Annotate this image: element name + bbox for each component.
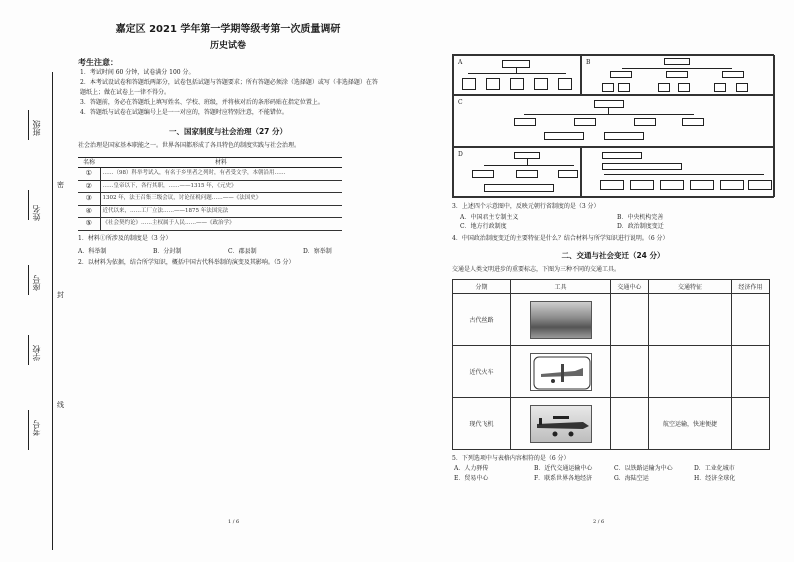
diagram-box [602,83,614,92]
notice-item: 2．本考试设试卷和答题纸两部分，试卷包括试题与答题要求；所有答题必须涂（选择题）或写（非选择题）在答题纸上；做在试卷上一律不得分。 [80,79,378,96]
diagram-label: C [458,99,463,106]
class-blank [28,110,29,140]
table-header: 交通特征 [648,280,731,294]
exam-title: 嘉定区 2021 学年第一学期等级考第一次质量调研 [115,24,341,35]
vehicle-photo [530,353,592,391]
diagram-box [462,78,476,90]
diagram-box [618,83,630,92]
diagram-box [558,170,578,178]
diagram-box [516,170,538,178]
diagram-box [484,184,554,192]
diagram-box [682,118,704,126]
diagram-box [748,180,772,190]
page-number: 2 / 6 [593,519,605,525]
diagram-label: B [586,59,591,66]
option: H．经济全球化 [694,475,736,482]
diagram-box [600,180,624,190]
row-index: ③ [78,193,100,206]
question-4: 4．中国政治制度变迁的主要特征是什么？结合材料与所学知识进行说明。（6 分） [452,235,669,242]
table-header: 材料 [100,158,342,168]
diagram-box [720,180,744,190]
row-text: 1302 年，法王召集三级会议，讨论征税问题……——《法国史》 [100,193,342,206]
diagram-box [634,118,656,126]
vehicle-illustration [531,354,592,391]
diagram-label: D [458,151,463,158]
row-index: ① [78,168,100,181]
right-page [452,54,774,484]
diagram-box [514,152,540,159]
option: C．地方行政制度 [460,223,507,230]
row-index: ⑤ [78,218,100,231]
diagram-box [664,58,690,65]
answer-cell [611,346,649,398]
left-page [78,20,378,268]
diagram-connector [622,68,732,69]
section-heading: 一、国家制度与社会治理（27 分） [168,127,288,136]
answer-cell [732,398,770,450]
table-row [453,398,770,450]
school-label: 学校 [32,345,41,361]
seal-mark: 线 [57,401,64,409]
diagram-box [610,71,632,78]
section-intro: 交通是人类文明进步的重要标志，下图为三种不同的交通工具。 [452,266,621,273]
option: G．海陆空运 [614,475,649,482]
diagram-connector [468,73,566,74]
option: D．政治制度变迁 [617,223,664,230]
period-cell: 古代丝路 [453,294,511,346]
question-1: 1．材料①所涉及的制度是（3 分） [78,234,172,242]
binding-margin [0,0,62,562]
table-header: 名称 [78,158,100,168]
airplane-photo [530,405,592,443]
period-cell: 现代飞机 [453,398,511,450]
table-header: 经济作用 [732,280,770,294]
option: D．工业化城市 [694,465,735,472]
answer-cell [732,294,770,346]
table-row [78,180,342,193]
row-text: ……（98）科举考试入，有名于乡里者之列时，有者受文学，本朝沿用…… [100,168,342,181]
diagram-box [690,180,714,190]
option: A．科举制 [78,247,107,255]
diagram-connector [604,174,764,175]
question-2: 2．以材料为依据，结合所学知识，概括中国古代科举制的演变及其影响。（5 分） [78,258,295,266]
seal-mark: 密 [57,181,64,189]
period-cell: 近代火车 [453,346,511,398]
diagram-d [453,147,581,197]
exam-number-label: 考号 [32,420,41,436]
notice-item: 3．答题前，务必在答题纸上填写姓名、学校、班级，并将核对后的条形码贴在指定位置上。 [80,99,324,106]
answer-cell [611,398,649,450]
diagram-box [630,180,654,190]
school-blank [28,335,29,365]
diagram-box [574,118,596,126]
diagram-box [666,71,688,78]
diagram-c [453,95,775,147]
table-header: 交通中心 [611,280,649,294]
answer-cell [648,346,731,398]
question-3-options [460,212,774,221]
seal-mark: 封 [57,291,64,299]
diagram-grid [452,54,774,198]
diagram-box [658,83,670,92]
option: B．近代交通运输中心 [534,465,593,472]
exam-subtitle: 历史试卷 [209,41,246,51]
diagram-box [722,71,744,78]
binding-line [52,72,53,550]
table-header: 分期 [453,280,511,294]
row-index: ② [78,180,100,193]
diagram-box [678,83,690,92]
tool-cell [511,294,611,346]
diagram-box [510,78,524,90]
tool-cell [511,398,611,450]
section-heading: 二、交通与社会变迁（24 分） [561,251,665,260]
notice-item: 4．答题纸与试卷在试题编号上是一一对应的，答题时应特别注意，不能错位。 [80,109,288,116]
row-index: ④ [78,205,100,218]
diagram-box [544,132,584,140]
option: B．分封制 [153,247,182,255]
tool-cell [511,346,611,398]
table-row [78,205,342,218]
option: D．察举制 [303,247,332,255]
option: B．中央机构完善 [617,214,664,221]
table-header: 工具 [511,280,611,294]
diagram-connector [484,165,574,166]
answer-cell [732,346,770,398]
transport-table [452,279,770,450]
diagram-connector [524,114,694,115]
feature-cell: 航空运输，快速便捷 [648,398,731,450]
diagram-box [602,163,682,170]
page-number: 1 / 6 [228,519,240,525]
diagram-box [602,152,642,159]
table-row [78,168,342,181]
option: A．中国君主专制主义 [460,214,519,221]
diagram-box [660,180,684,190]
diagram-box [472,170,494,178]
question-5-options [454,464,774,484]
section-intro: 社会治理是国家基本职能之一。世界各国都形成了各具特色的制度实践与社会治理。 [78,142,301,149]
row-text: 《社会契约论》……主权属于人民……——《政治学》 [100,218,342,231]
answer-cell [611,294,649,346]
diagram-box [604,132,644,140]
class-label: 班级 [32,120,41,136]
diagram-box [514,118,536,126]
notice-heading: 考生注意： [78,58,118,67]
option: E．贸易中心 [454,475,489,482]
table-row [78,193,342,206]
name-label: 姓名 [32,205,41,221]
question-3-options [460,221,774,230]
diagram-e [581,147,775,197]
diagram-label: A [458,59,463,66]
notice-item: 1．考试时间 60 分钟，试卷满分 100 分。 [80,69,195,76]
material-table [78,157,342,231]
caravan-photo [530,301,592,339]
table-row [453,294,770,346]
diagram-box [736,83,748,92]
option: C．郡县制 [228,247,257,255]
question-3: 3．上述四个示意图中，反映元朝行省制度的是（3 分） [452,203,600,210]
diagram-b [581,55,775,95]
diagram-box [558,78,572,90]
airplane-illustration [531,406,592,443]
option: A．人力驿传 [454,465,489,472]
row-text: 近代以来，……工厂立法……——1875 年法国宪法 [100,205,342,218]
diagram-box [486,78,500,90]
diagram-box [714,83,726,92]
question-5: 5．下列选项中与表格内容相符的是（6 分） [452,455,570,462]
question-1-options [78,246,378,255]
diagram-box [594,100,624,108]
diagram-box [534,78,548,90]
option: C．以铁路运输为中心 [614,465,673,472]
answer-cell [648,294,731,346]
diagram-box [502,60,530,68]
table-row [453,346,770,398]
name-blank [28,190,29,220]
seat-blank [28,265,29,295]
table-row [78,218,342,231]
diagram-a [453,55,581,95]
seat-label: 座号 [32,275,41,291]
row-text: ……皇帝以下，各行其职，……——1315 年，《元史》 [100,180,342,193]
option: F．联系世界各地经济 [534,475,593,482]
exam-number-blank [28,410,29,450]
